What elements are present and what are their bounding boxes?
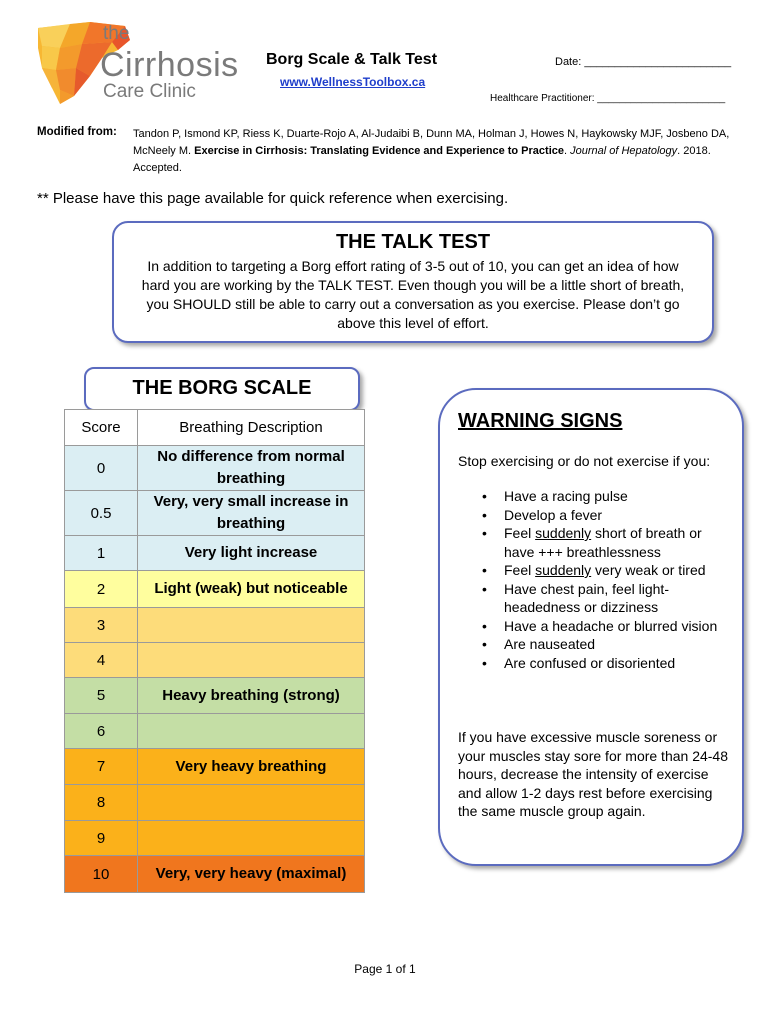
warning-item <box>482 617 734 636</box>
warning-outro: If you have excessive muscle soreness or your muscles stay sore for more than 24-48 hours, decrease the intensity of exercise and allow 1-2 days rest before exercising the same muscle group again. <box>458 729 729 819</box>
borg-row-6 <box>65 714 365 749</box>
borg-score: 6 <box>65 714 138 749</box>
borg-description <box>138 714 365 749</box>
borg-row-0 <box>65 446 365 491</box>
warning-signs-title: WARNING SIGNS <box>458 410 623 432</box>
talk-test-box <box>112 221 714 343</box>
warning-intro: Stop exercising or do not exercise if you: <box>458 453 711 469</box>
citation-text: Tandon P, Ismond KP, Riess K, Duarte-Rojo A, Al-Judaibi B, Dunn MA, Holman J, Howes N, Haykowsky MJF, Josbeno DA, McNeely M. Exercise in Cirrhosis: Translating Evidence and Experience to Practice. Journal of Hepatology. 2018. Accepted. <box>133 128 730 174</box>
warning-item-text: Feel <box>504 525 536 541</box>
warning-item <box>482 580 734 617</box>
borg-description <box>138 643 365 678</box>
logo-text-care-clinic: Care Clinic <box>103 81 196 102</box>
logo-text-the: the <box>103 23 130 44</box>
warning-item-text: Have a headache or blurred vision <box>504 617 718 634</box>
borg-row-0-5 <box>65 491 365 536</box>
warning-item-emphasis: suddenly <box>535 525 592 541</box>
modified-from-label: Modified from: <box>37 126 117 138</box>
borg-score: 7 <box>65 749 138 785</box>
borg-description: Very heavy breathing <box>138 749 365 785</box>
warning-item <box>482 524 734 561</box>
warning-signs-box <box>438 388 744 866</box>
borg-score: 4 <box>65 643 138 678</box>
borg-description <box>138 821 365 856</box>
reference-note: ** Please have this page available for quick reference when exercising. <box>37 190 509 207</box>
logo-text-cirrhosis: Cirrhosis <box>100 46 239 84</box>
borg-row-3 <box>65 608 365 643</box>
citation-article: Exercise in Cirrhosis: Translating Evidence and Experience to Practice <box>194 145 564 157</box>
page-number: Page 1 of 1 <box>354 962 416 976</box>
citation-authors: Tandon P, Ismond KP, Riess K, Duarte-Rojo A, Al-Judaibi B, Dunn MA, Holman J, Howes N, Haykowsky MJF, Josbeno DA, McNeely M. <box>133 128 730 157</box>
borg-score: 1 <box>65 536 138 571</box>
warning-item-text: Feel <box>504 562 536 578</box>
borg-score: 10 <box>65 856 138 893</box>
citation-journal: Journal of Hepatology <box>570 145 678 157</box>
wellness-toolbox-link[interactable]: www.WellnessToolbox.ca <box>280 75 426 89</box>
warning-item-text-rest: very weak or tired <box>591 562 706 578</box>
warning-item-text: Have a racing pulse <box>504 488 628 504</box>
healthcare-practitioner-label: Healthcare Practitioner: _______________________ <box>490 93 726 104</box>
borg-table-header-row <box>65 410 365 446</box>
borg-row-7 <box>65 749 365 785</box>
borg-scale-title: THE BORG SCALE <box>132 377 312 399</box>
warning-item-text: Develop a fever <box>504 506 603 523</box>
borg-score: 0 <box>65 446 138 491</box>
warning-item <box>482 561 734 580</box>
talk-test-title: THE TALK TEST <box>335 231 491 253</box>
borg-score: 8 <box>65 785 138 821</box>
borg-description: No difference from normal breathing <box>138 446 365 491</box>
warning-item <box>482 487 734 506</box>
borg-row-10 <box>65 856 365 893</box>
warning-item <box>482 635 734 654</box>
borg-description: Very, very small increase in breathing <box>138 491 365 536</box>
warning-item-text: Are nauseated <box>504 636 596 652</box>
warning-item-text: Have chest pain, feel light-headedness or dizziness <box>504 580 669 615</box>
warning-item <box>482 654 734 673</box>
borg-score: 5 <box>65 678 138 714</box>
warning-item-text-rest: short of breath or have +++ breathlessness <box>504 525 702 560</box>
borg-description <box>138 608 365 643</box>
borg-description: Very, very heavy (maximal) <box>138 856 365 893</box>
borg-row-4 <box>65 643 365 678</box>
borg-row-1 <box>65 536 365 571</box>
warning-item <box>482 506 734 525</box>
borg-description: Very light increase <box>138 536 365 571</box>
score-column-header: Score <box>65 410 138 446</box>
borg-row-2 <box>65 571 365 608</box>
borg-description: Light (weak) but noticeable <box>138 571 365 608</box>
description-column-header: Breathing Description <box>138 410 365 446</box>
borg-description: Heavy breathing (strong) <box>138 678 365 714</box>
date-field-label: Date: ________________________ <box>555 56 732 68</box>
borg-row-9 <box>65 821 365 856</box>
document-title: Borg Scale & Talk Test <box>266 51 438 68</box>
borg-description <box>138 785 365 821</box>
borg-score: 2 <box>65 571 138 608</box>
borg-score: 9 <box>65 821 138 856</box>
citation-year: . 2018. Accepted. <box>133 145 711 174</box>
warning-item-text: Are confused or disoriented <box>504 654 676 671</box>
warning-signs-list <box>482 487 734 672</box>
borg-scale-table <box>64 409 365 893</box>
warning-item-emphasis: suddenly <box>535 562 592 578</box>
talk-test-text: In addition to targeting a Borg effort rating of 3-5 out of 10, you can get an idea of how hard you are working by the TALK TEST. Even though you will be a little short of breath, you SHOULD still be able to carry out a conversation as you exercise. Please don’t go above this level of effort. <box>141 258 685 331</box>
borg-row-5 <box>65 678 365 714</box>
borg-scale-title-box <box>84 367 360 411</box>
borg-row-8 <box>65 785 365 821</box>
borg-score: 3 <box>65 608 138 643</box>
borg-score: 0.5 <box>65 491 138 536</box>
